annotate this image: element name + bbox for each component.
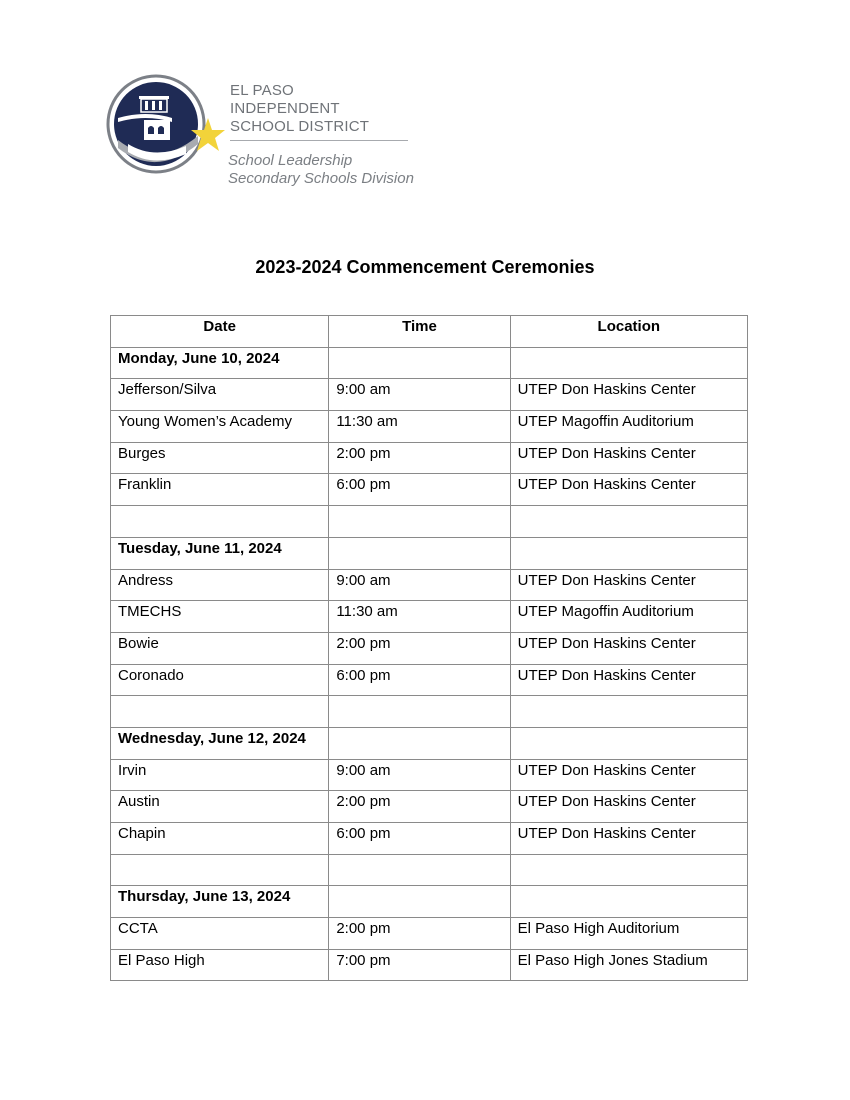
school-cell: Coronado: [111, 664, 329, 696]
school-cell: Franklin: [111, 474, 329, 506]
school-cell: Andress: [111, 569, 329, 601]
empty-cell: [111, 854, 329, 886]
empty-cell: [510, 347, 747, 379]
school-cell: Chapin: [111, 823, 329, 855]
day-label: Wednesday, June 12, 2024: [111, 727, 329, 759]
empty-cell: [329, 886, 510, 918]
location-cell: UTEP Don Haskins Center: [510, 569, 747, 601]
time-cell: 9:00 am: [329, 379, 510, 411]
location-cell: UTEP Don Haskins Center: [510, 474, 747, 506]
location-cell: UTEP Magoffin Auditorium: [510, 601, 747, 633]
location-cell: UTEP Don Haskins Center: [510, 442, 747, 474]
district-name-line: EL PASO: [230, 82, 294, 99]
time-cell: 11:30 am: [329, 601, 510, 633]
empty-cell: [510, 886, 747, 918]
table-row: [111, 791, 748, 823]
school-cell: TMECHS: [111, 601, 329, 633]
school-cell: CCTA: [111, 918, 329, 950]
district-emblem-icon: [106, 74, 231, 182]
time-cell: 6:00 pm: [329, 823, 510, 855]
table-row: [111, 823, 748, 855]
location-cell: UTEP Don Haskins Center: [510, 759, 747, 791]
location-cell: UTEP Don Haskins Center: [510, 379, 747, 411]
location-cell: UTEP Don Haskins Center: [510, 791, 747, 823]
table-row: [111, 949, 748, 981]
commencement-schedule-table: [110, 315, 748, 981]
empty-cell: [111, 696, 329, 728]
table-row: [111, 632, 748, 664]
empty-cell: [329, 696, 510, 728]
time-cell: 6:00 pm: [329, 474, 510, 506]
time-cell: 11:30 am: [329, 411, 510, 443]
division-line: School Leadership: [228, 152, 353, 169]
location-cell: UTEP Don Haskins Center: [510, 632, 747, 664]
day-label: Monday, June 10, 2024: [111, 347, 329, 379]
table-row: [111, 759, 748, 791]
logo-divider: [230, 140, 408, 141]
district-name: [230, 82, 369, 136]
district-logo: [106, 72, 436, 192]
time-cell: 2:00 pm: [329, 918, 510, 950]
table-row: [111, 569, 748, 601]
day-label: Thursday, June 13, 2024: [111, 886, 329, 918]
empty-cell: [329, 537, 510, 569]
empty-cell: [510, 854, 747, 886]
column-header-date: Date: [111, 316, 329, 348]
spacer-row: [111, 854, 748, 886]
school-cell: Irvin: [111, 759, 329, 791]
empty-cell: [329, 347, 510, 379]
column-header-location: Location: [510, 316, 747, 348]
location-cell: El Paso High Auditorium: [510, 918, 747, 950]
time-cell: 2:00 pm: [329, 791, 510, 823]
spacer-row: [111, 506, 748, 538]
empty-cell: [510, 506, 747, 538]
empty-cell: [329, 854, 510, 886]
location-cell: El Paso High Jones Stadium: [510, 949, 747, 981]
table-row: [111, 442, 748, 474]
location-cell: UTEP Magoffin Auditorium: [510, 411, 747, 443]
school-cell: Bowie: [111, 632, 329, 664]
school-cell: El Paso High: [111, 949, 329, 981]
location-cell: UTEP Don Haskins Center: [510, 823, 747, 855]
school-cell: Austin: [111, 791, 329, 823]
page-title: 2023-2024 Commencement Ceremonies: [255, 257, 595, 277]
time-cell: 7:00 pm: [329, 949, 510, 981]
table-row: [111, 474, 748, 506]
empty-cell: [510, 537, 747, 569]
school-cell: Jefferson/Silva: [111, 379, 329, 411]
column-header-time: Time: [329, 316, 510, 348]
day-row: [111, 347, 748, 379]
district-name-line: INDEPENDENT: [230, 100, 340, 117]
time-cell: 9:00 am: [329, 569, 510, 601]
district-name-line: SCHOOL DISTRICT: [230, 118, 370, 135]
table-row: [111, 411, 748, 443]
day-row: [111, 886, 748, 918]
division-line: Secondary Schools Division: [228, 170, 414, 187]
empty-cell: [510, 696, 747, 728]
day-row: [111, 727, 748, 759]
day-row: [111, 537, 748, 569]
table-row: [111, 664, 748, 696]
time-cell: 6:00 pm: [329, 664, 510, 696]
empty-cell: [111, 506, 329, 538]
time-cell: 2:00 pm: [329, 442, 510, 474]
time-cell: 9:00 am: [329, 759, 510, 791]
table-row: [111, 918, 748, 950]
empty-cell: [329, 506, 510, 538]
empty-cell: [329, 727, 510, 759]
day-label: Tuesday, June 11, 2024: [111, 537, 329, 569]
school-cell: Burges: [111, 442, 329, 474]
division-name: [228, 152, 414, 188]
empty-cell: [510, 727, 747, 759]
table-row: [111, 379, 748, 411]
time-cell: 2:00 pm: [329, 632, 510, 664]
location-cell: UTEP Don Haskins Center: [510, 664, 747, 696]
table-header-row: [111, 316, 748, 348]
spacer-row: [111, 696, 748, 728]
school-cell: Young Women’s Academy: [111, 411, 329, 443]
table-row: [111, 601, 748, 633]
